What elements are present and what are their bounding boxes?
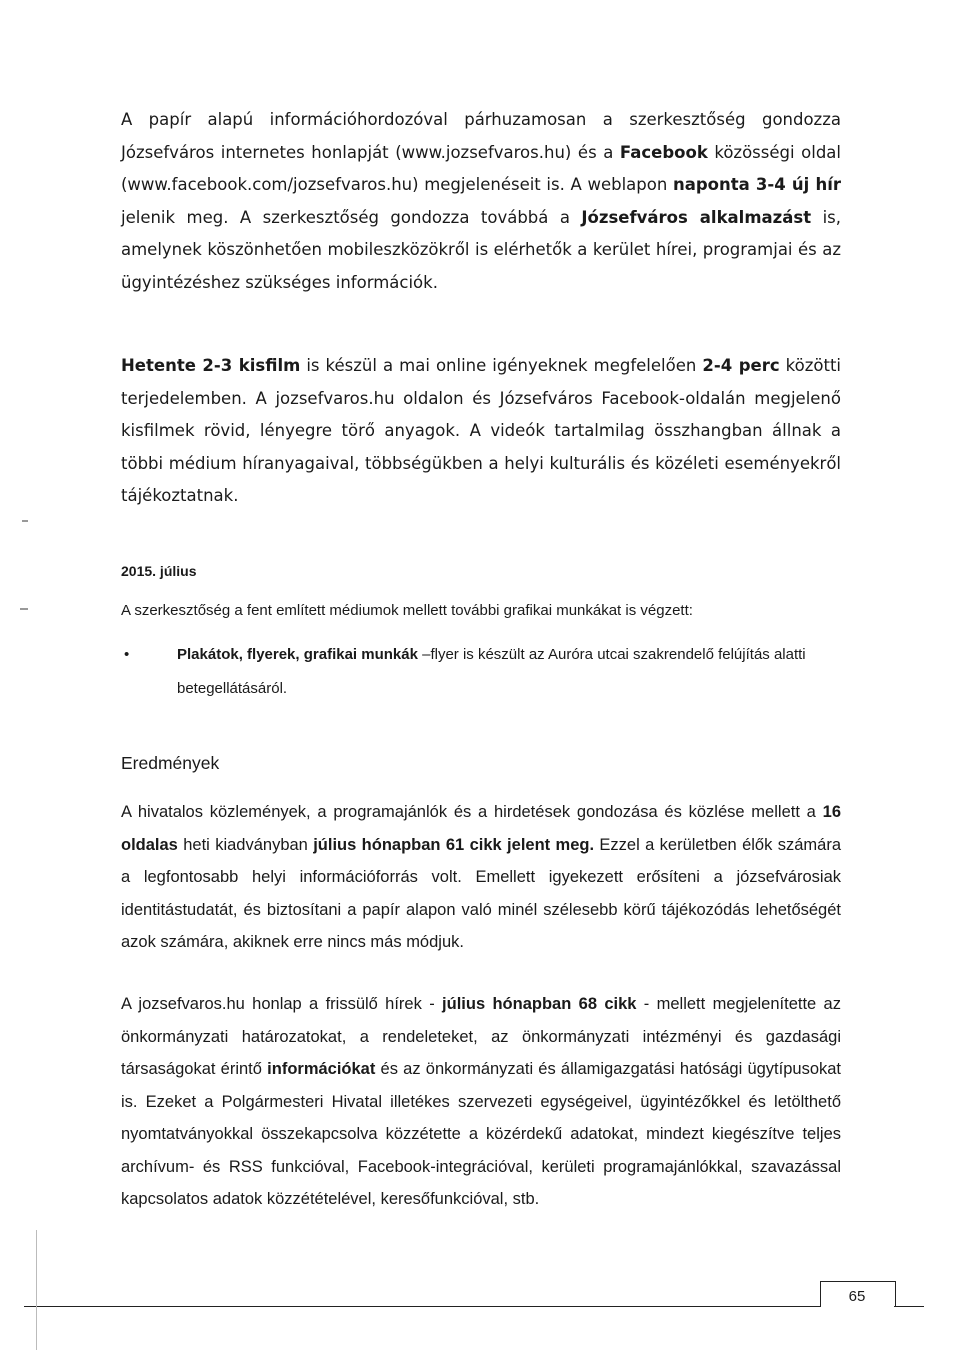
bold-articles-count: július hónapban 61 cikk jelent meg.: [313, 835, 595, 854]
text-run: A jozsefvaros.hu honlap a frissülő hírek -: [121, 995, 443, 1013]
bold-app: Józsefváros alkalmazást: [581, 207, 812, 227]
text-run: Ezzel a kerületben élők számára a legfontosabb helyi információforrás volt. Emellett igyekezett erősíteni a józsefvárosiak identitástudatát, és biztosítani a papír alapon való minél szélesebb körű tájékozódás lehetőségét azok számára, akiknek erre nincs más módjuk.: [121, 835, 841, 951]
paragraph-website: [121, 988, 841, 1216]
bold-weekly-films: Hetente 2-3 kisfilm: [121, 356, 301, 375]
text-run: –flyer is készült az Auróra utcai szakrendelő felújítás alatti: [417, 646, 806, 663]
scan-speck: [22, 520, 28, 522]
text-run: is, amelynek köszönhetően mobileszközökről is elérhetők a kerület hírei, programjai és az ügyintézéshez szükséges információk.: [121, 207, 841, 292]
page-number: 65: [848, 1288, 866, 1305]
bold-posters: Plakátok, flyerek, grafikai munkák: [177, 646, 418, 663]
scan-margin-line: [36, 1230, 37, 1350]
paragraph-short-films: [121, 350, 841, 513]
text-run: is készül a mai online igényeknek megfelelően: [300, 356, 703, 375]
date-label: [121, 560, 841, 582]
date-text: 2015. július: [121, 563, 197, 579]
text-run: közötti terjedelemben. A jozsefvaros.hu oldalon és Józsefváros Facebook-oldalán megjelenő kisfilmek rövid, lényegre törő anyagok. A videók tartalmilag összhangban állnak a többi médium híranyagaival, többségükben a helyi kulturális és közéleti eseményekről tájékoztatnak.: [121, 356, 841, 505]
text-run: - mellett megjelenítette az önkormányzati határozatokat, a rendeleteket, az önkormányzati intézményi és gazdasági társaságokat érintő: [121, 995, 841, 1078]
text-run: közösségi oldal (www.facebook.com/jozsefvaros.hu) megjelenéseit is. A weblapon: [121, 142, 842, 194]
bullet-icon: •: [124, 646, 130, 663]
footer-rule: [894, 1306, 924, 1307]
text-run: A hivatalos közlemények, a programajánlók és a hirdetések gondozása és közlése mellett a: [121, 803, 823, 821]
paragraph-web-presence: [121, 104, 841, 299]
list-item-continuation: betegellátásáról.: [177, 680, 288, 697]
scan-speck: [20, 608, 28, 610]
text-run: internetes honlapját (www.jozsefvaros.hu) és a: [220, 142, 620, 162]
bold-web-articles: július hónapban 68 cikk: [442, 995, 637, 1013]
bold-pages: 16 oldalas: [121, 803, 841, 854]
paragraph-graphic-work: A szerkesztőség a fent említett médiumok mellett további grafikai munkákat is végzett:: [121, 602, 693, 619]
text-run: heti kiadványban: [177, 835, 314, 854]
list-item: [121, 640, 841, 704]
bold-daily-news: naponta 3-4 új hír: [672, 175, 841, 194]
bold-information: információkat: [267, 1060, 376, 1078]
footer-rule: [24, 1306, 820, 1307]
text-run: A papír alapú információhordozóval párhuzamosan a szerkesztőség gondozza Józsefváros: [121, 110, 841, 162]
paragraph-results: [121, 796, 841, 959]
bold-facebook: Facebook: [619, 142, 708, 162]
list-item-text: [121, 640, 841, 670]
text-run: jelenik meg. A szerkesztőség gondozza továbbá a: [121, 207, 582, 227]
section-heading: Eredmények: [121, 753, 220, 773]
text-run: és az önkormányzati és államigazgatási hatósági ügytípusokat is. Ezeket a Polgármesteri Hivatal illetékes szervezeti egységeivel, ügyintézőkkel és letölthető nyomtatványokkal összekapcsolva közzétette a közérdekű adatokat, mindezt kiegészítve teljes archívum- és RSS funkcióval, Facebook-integrációval, kerületi programajánlókkal, szavazással kapcsolatos adatok közzétételével, keresőfunkcióval, stb.: [121, 1060, 842, 1208]
bold-duration: 2-4 perc: [702, 356, 780, 375]
